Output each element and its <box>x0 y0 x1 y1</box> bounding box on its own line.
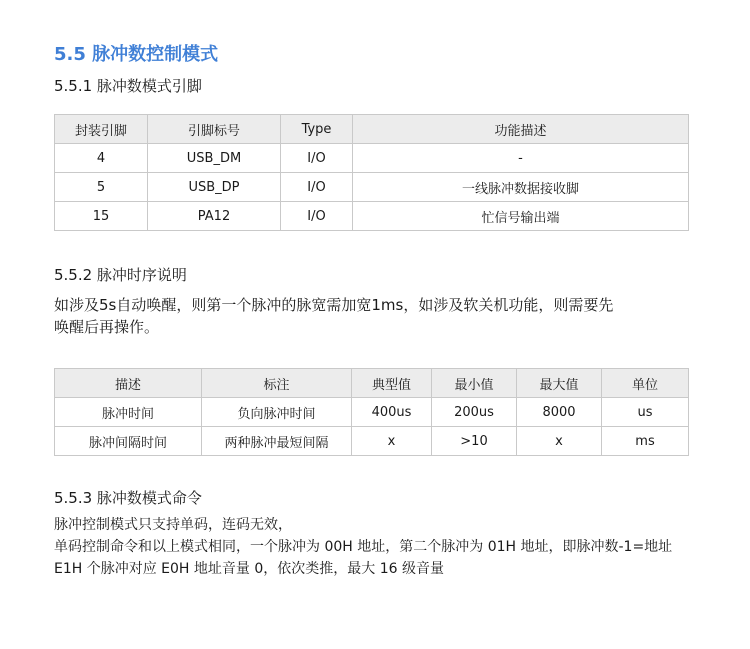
table-cell: 忙信号输出端 <box>353 202 689 231</box>
table-cell: I/O <box>281 144 353 173</box>
table-cell: ms <box>602 427 689 456</box>
section-title: 5.5 脉冲数控制模式 <box>54 44 219 65</box>
table-cell: 两种脉冲最短间隔 <box>202 427 352 456</box>
timing-description-line2: 唤醒后再操作。 <box>54 318 160 336</box>
pins-heading: 5.5.1 脉冲数模式引脚 <box>54 77 202 95</box>
pins-table <box>54 114 689 231</box>
timing-table <box>54 368 689 456</box>
table-row <box>55 202 689 231</box>
command-heading: 5.5.3 脉冲数模式命令 <box>54 489 202 507</box>
command-line3: E1H 个脉冲对应 E0H 地址音量 0，依次类推，最大 16 级音量 <box>54 561 444 577</box>
command-line1: 脉冲控制模式只支持单码，连码无效， <box>54 517 292 533</box>
table-cell: 15 <box>55 202 148 231</box>
table-cell: >10 <box>432 427 517 456</box>
table-header-row <box>55 369 689 398</box>
table-cell: x <box>517 427 602 456</box>
header-cell: 引脚标号 <box>148 115 281 144</box>
table-cell: USB_DP <box>148 173 281 202</box>
header-cell: 典型值 <box>352 369 432 398</box>
table-row <box>55 173 689 202</box>
table-cell: 200us <box>432 398 517 427</box>
table-row <box>55 144 689 173</box>
table-cell: 4 <box>55 144 148 173</box>
header-cell: 最小值 <box>432 369 517 398</box>
table-header-row <box>55 115 689 144</box>
table-cell: 一线脉冲数据接收脚 <box>353 173 689 202</box>
table-row <box>55 427 689 456</box>
table-cell: 5 <box>55 173 148 202</box>
table-cell: 8000 <box>517 398 602 427</box>
table-cell: 脉冲时间 <box>55 398 202 427</box>
header-cell: Type <box>281 115 353 144</box>
table-cell: PA12 <box>148 202 281 231</box>
header-cell: 最大值 <box>517 369 602 398</box>
table-cell: 脉冲间隔时间 <box>55 427 202 456</box>
header-cell: 功能描述 <box>353 115 689 144</box>
header-cell: 标注 <box>202 369 352 398</box>
table-row <box>55 398 689 427</box>
timing-heading: 5.5.2 脉冲时序说明 <box>54 266 187 284</box>
table-cell: 负向脉冲时间 <box>202 398 352 427</box>
header-cell: 描述 <box>55 369 202 398</box>
table-cell: 400us <box>352 398 432 427</box>
table-cell: USB_DM <box>148 144 281 173</box>
table-cell: - <box>353 144 689 173</box>
table-cell: us <box>602 398 689 427</box>
timing-description-line1: 如涉及5s自动唤醒，则第一个脉冲的脉宽需加宽1ms，如涉及软关机功能，则需要先 <box>54 296 614 314</box>
table-cell: x <box>352 427 432 456</box>
table-cell: I/O <box>281 173 353 202</box>
table-cell: I/O <box>281 202 353 231</box>
header-cell: 单位 <box>602 369 689 398</box>
command-line2: 单码控制命令和以上模式相同，一个脉冲为 00H 地址，第二个脉冲为 01H 地址，即脉冲数-1=地址 <box>54 539 673 555</box>
header-cell: 封装引脚 <box>55 115 148 144</box>
